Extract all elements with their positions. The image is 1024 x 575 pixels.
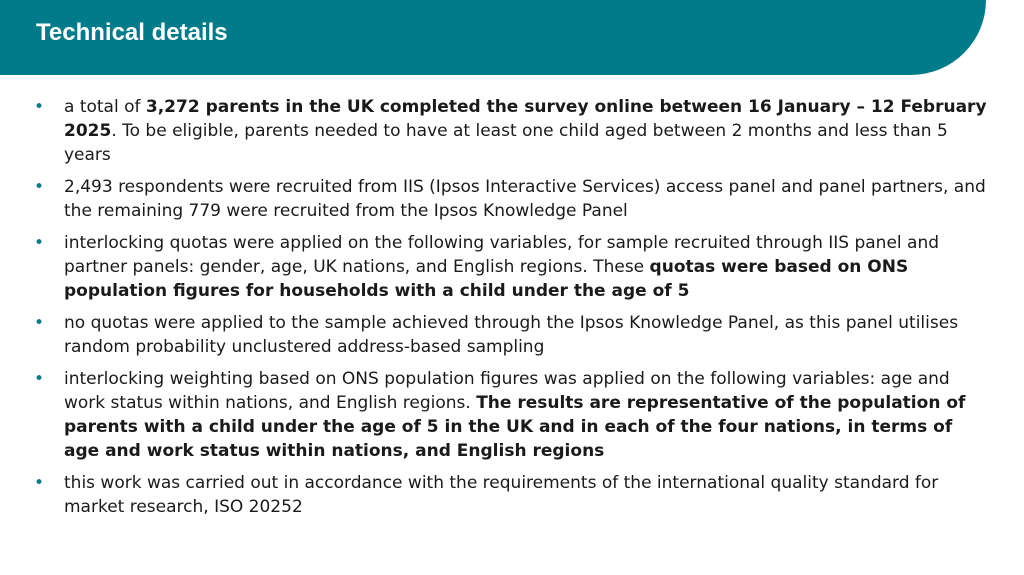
bullet-dot-icon: • bbox=[34, 369, 45, 389]
bullet-text bbox=[64, 369, 965, 461]
bullet-text bbox=[64, 473, 938, 517]
text-run: interlocking weighting based on ONS population figures was applied on the following variables: age and work status within nations, and English regions. bbox=[64, 369, 950, 413]
text-run: interlocking quotas were applied on the following variables, for sample recruited through IIS panel and partner panels: gender, age, UK nations, and English regions. These bbox=[64, 233, 940, 277]
list-item bbox=[34, 231, 989, 303]
bullet-dot-icon: • bbox=[34, 313, 45, 333]
text-run: a total of bbox=[64, 97, 146, 117]
bullet-dot-icon: • bbox=[34, 97, 45, 117]
text-run: 2,493 respondents were recruited from IIS (Ipsos Interactive Services) access panel and panel partners, and the remaining 779 were recruited from the Ipsos Knowledge Panel bbox=[64, 177, 986, 221]
bullet-dot-icon: • bbox=[34, 177, 45, 197]
bullet-text bbox=[64, 313, 958, 357]
list-item bbox=[34, 175, 989, 223]
page-title: Technical details bbox=[36, 19, 228, 46]
bullet-text bbox=[64, 233, 939, 301]
bullet-list bbox=[34, 95, 989, 527]
bold-text-run: The results are representative of the population of parents with a child under the age of 5 in the UK and in each of the four nations, in terms of age and work status within nations, and English regions bbox=[64, 393, 966, 461]
bold-text-run: quotas were based on ONS population figures for households with a child under the age of 5 bbox=[64, 257, 909, 301]
list-item bbox=[34, 471, 989, 519]
list-item bbox=[34, 95, 989, 167]
text-run: this work was carried out in accordance with the requirements of the international quality standard for market research, ISO 20252 bbox=[64, 473, 939, 517]
bullet-dot-icon: • bbox=[34, 473, 45, 493]
list-item bbox=[34, 367, 989, 463]
bullet-text bbox=[64, 177, 986, 221]
bold-text-run: 3,272 parents in the UK completed the survey online between 16 January – 12 February 2025 bbox=[64, 97, 987, 141]
text-run: . To be eligible, parents needed to have at least one child aged between 2 months and less than 5 years bbox=[64, 121, 948, 165]
list-item bbox=[34, 311, 989, 359]
text-run: no quotas were applied to the sample achieved through the Ipsos Knowledge Panel, as this panel utilises random probability unclustered address-based sampling bbox=[64, 313, 959, 357]
bullet-text bbox=[64, 97, 987, 165]
bullet-dot-icon: • bbox=[34, 233, 45, 253]
